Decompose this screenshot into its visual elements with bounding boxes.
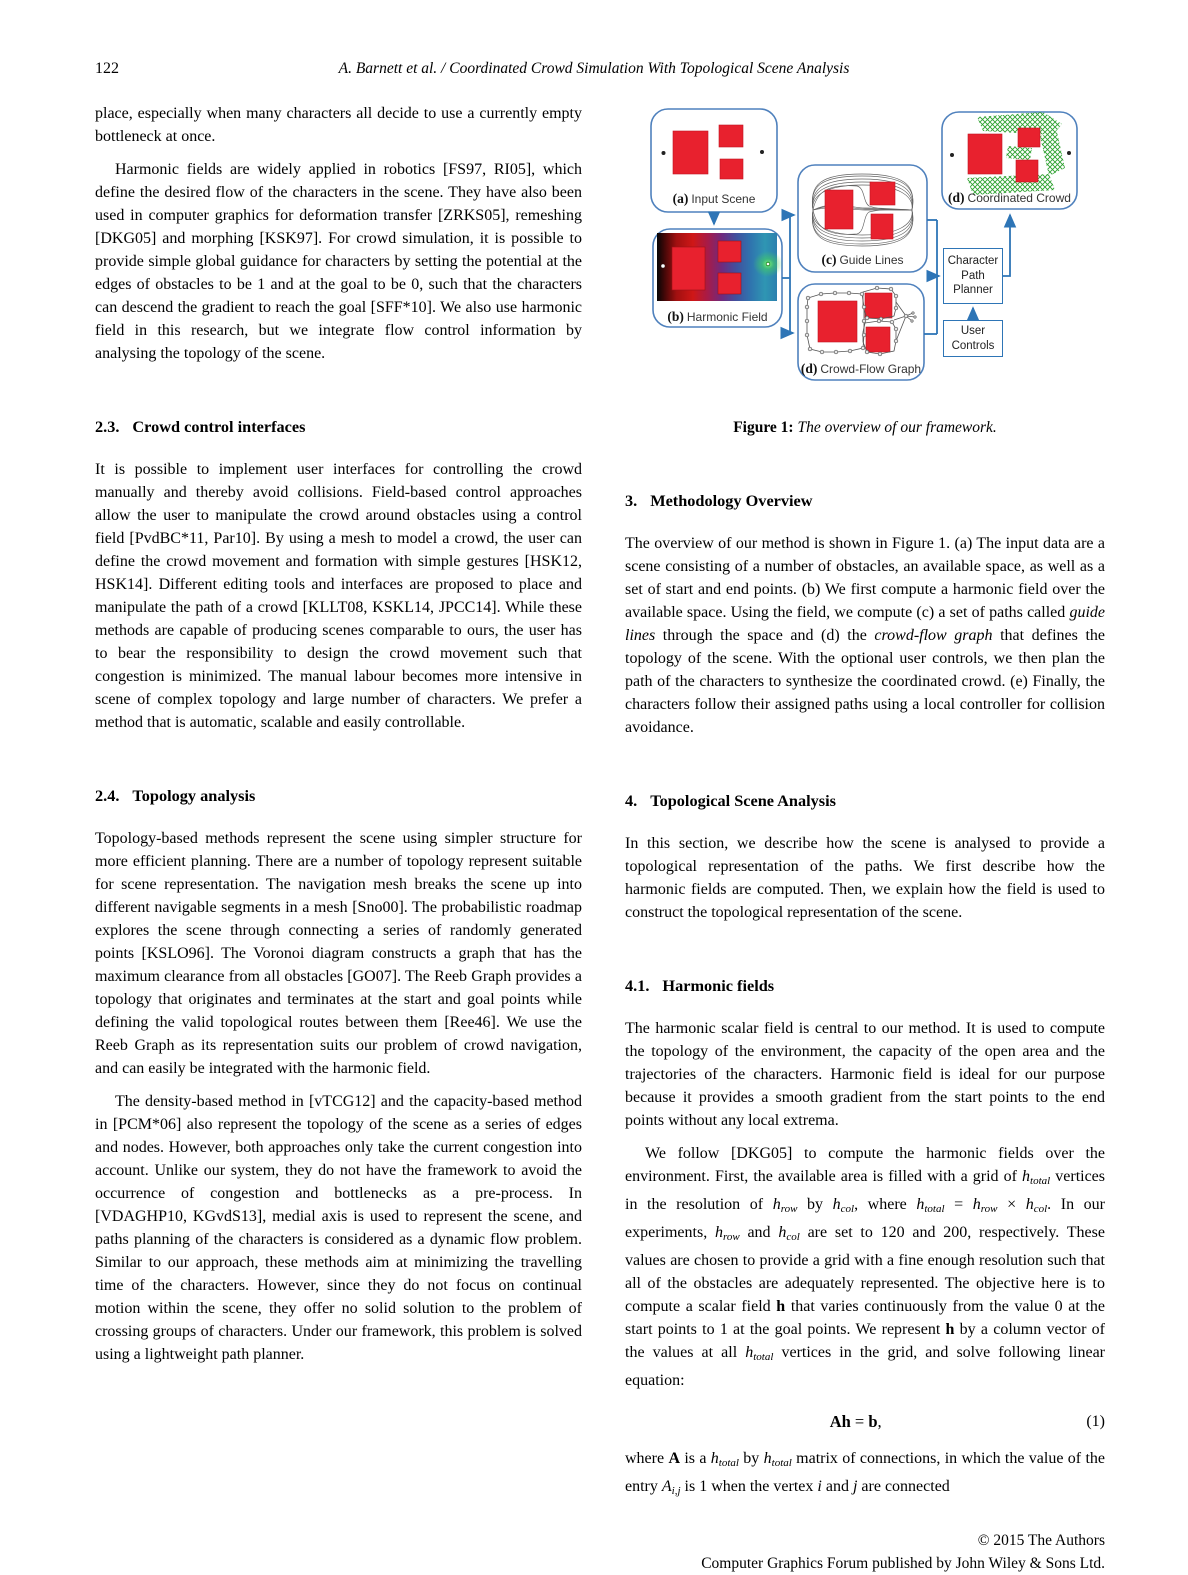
running-title: A. Barnett et al. / Coordinated Crowd Simulation With Topological Scene Analysis bbox=[338, 60, 850, 77]
figure-caption-text: The overview of our framework. bbox=[797, 419, 997, 436]
paragraph: We follow [DKG05] to compute the harmonic fields over the environment. First, the available area is filled with a grid of htotal vertices in the resolution of hrow by hcol, where htotal = hrow × hcol. In our experiments, hrow and hcol are set to 120 and 200, respectively. These values are chosen to provide a grid with a fine enough resolution such that all of the obstacles are adequately represented. The objective here is to compute a scalar field h that varies continuously from the value 0 at the start points to 1 at the goal points. We represent h by a column vector of the values at all htotal vertices in the grid, and solve following linear equation: bbox=[625, 1145, 1106, 1389]
section-number: 4.1. bbox=[625, 976, 650, 995]
section-heading-4 bbox=[625, 789, 1105, 812]
panel-text: Coordinated Crowd bbox=[967, 191, 1071, 205]
section-title: Harmonic fields bbox=[662, 976, 775, 995]
panel-letter: (a) bbox=[672, 191, 689, 206]
page-number: 122 bbox=[95, 60, 119, 77]
running-header bbox=[0, 60, 1188, 82]
panel-text: Input Scene bbox=[691, 192, 756, 206]
section-number: 4. bbox=[625, 791, 638, 810]
equation-1 bbox=[625, 1410, 1105, 1433]
copyright-footer bbox=[625, 1529, 1105, 1575]
paragraph: place, especially when many characters all decide to use a currently empty bottleneck at once. bbox=[95, 105, 582, 145]
left-column bbox=[95, 102, 582, 1366]
character-path-planner-box: Character Path Planner bbox=[943, 248, 1003, 304]
panel-label-guide-lines bbox=[798, 248, 927, 272]
paragraph: Harmonic fields are widely applied in robotics [FS97, RI05], which define the desired flow of the characters in the scene. They have also been used in computer graphics for deformation transfer [ZRKS05], remeshing [DKG05] and morphing [KSK97]. For crowd simulation, it is possible to provide simple global guidance for characters by setting the potential at the edges of obstacles to be 1 and at the goal to be 0, such that the characters can descend the gradient to reach the goal [SFF*10]. We also use harmonic field in this research, but we integrate flow control information by analysing the topology of the scene. bbox=[95, 161, 582, 362]
section-title: Topology analysis bbox=[132, 786, 256, 805]
panel-label-crowd-flow-graph bbox=[798, 357, 924, 381]
equation-number: (1) bbox=[1086, 1413, 1105, 1430]
copyright-line: © 2015 The Authors bbox=[977, 1532, 1105, 1549]
figure-caption-label: Figure 1: bbox=[733, 419, 794, 436]
paragraph: where A is a htotal by htotal matrix of connections, in which the value of the entry Ai,j is 1 when the vertex i and j are connected bbox=[625, 1450, 1106, 1497]
section-number: 3. bbox=[625, 491, 638, 510]
user-controls-box: User Controls bbox=[943, 320, 1003, 357]
panel-text: Crowd-Flow Graph bbox=[820, 362, 922, 376]
panel-text: Guide Lines bbox=[839, 253, 904, 267]
section-title: Topological Scene Analysis bbox=[650, 791, 836, 810]
figure-caption bbox=[625, 416, 1105, 439]
section-heading-4-1 bbox=[625, 974, 1105, 997]
panel-letter: (d) bbox=[948, 190, 965, 205]
section-number: 2.3. bbox=[95, 417, 120, 436]
equation-body: Ah = b, bbox=[829, 1412, 882, 1431]
panel-letter: (c) bbox=[821, 252, 837, 267]
paragraph: Topology-based methods represent the scene using simpler structure for more efficient planning. There are a number of topology represent suitable for scene representation. The navigation mesh breaks the scene up into different navigable segments in a mesh [Sno00]. The probabilistic roadmap explores the scene through connecting a series of randomly generated points [KSLO96]. The Voronoi diagram constructs a graph that has the maximum clearance from all obstacles [GO07]. The Reeb Graph provides a topology that originates and terminates at the start and goal points while defining the valid topological routes between them [Ree46]. We use the Reeb Graph as its representation suits our problem of crowd navigation, and can easily be integrated with the harmonic field. bbox=[95, 830, 582, 1077]
paragraph: In this section, we describe how the scene is analysed to provide a topological representation of the paths. We first describe how the harmonic fields are computed. Then, we explain how the field is used to construct the topological representation of the scene. bbox=[625, 835, 1105, 921]
section-title: Methodology Overview bbox=[650, 491, 813, 510]
section-heading-3 bbox=[625, 489, 1105, 512]
publisher-line: Computer Graphics Forum published by John Wiley & Sons Ltd. bbox=[701, 1555, 1105, 1572]
paragraph: The density-based method in [vTCG12] and the capacity-based method in [PCM*06] also represent the topology of the scene as a series of edges and nodes. However, both approaches only take the current congestion into account. Unlike our system, they do not have the framework to avoid the occurrence of congestion and bottlenecks as a pre-process. In [VDAGHP10, KGvdS13], medial axis is used to represent the scene, and paths planning of the characters is considered as a dynamic flow problem. Similar to our approach, these methods aim at minimizing the travelling time of the characters. However, since they do not focus on continual motion within the scene, they offer no solid solution to the problem of crossing groups of characters. Under our framework, this problem is solved using a lightweight path planner. bbox=[95, 1093, 582, 1363]
section-heading-2-4 bbox=[95, 784, 582, 807]
section-number: 2.4. bbox=[95, 786, 120, 805]
figure-1 bbox=[625, 102, 1105, 400]
paragraph: It is possible to implement user interfaces for controlling the crowd manually and thereby avoid collisions. Field-based control approaches allow the user to manipulate the crowd around obstacles using a control field [PvdBC*11, Par10]. By using a mesh to model a crowd, the user can define the crowd movement and formation with simple gestures [HSK12, HSK14]. Different editing tools and interfaces are proposed to place and manipulate the path of a crowd [KLLT08, KSKL14, JPCC14]. While these methods are capable of producing scenes comparable to ours, the user has to bear the responsibility to design the crowd movement such that congestion is minimized. The manual labour becomes more intensive in scene of complex topology and large number of characters. We prefer a method that is automatic, scalable and easily controllable. bbox=[95, 461, 582, 731]
section-heading-2-3 bbox=[95, 415, 582, 438]
panel-label-input-scene bbox=[651, 187, 777, 211]
panel-letter: (b) bbox=[667, 309, 684, 324]
paragraph: The overview of our method is shown in Figure 1. (a) The input data are a scene consisting of a number of obstacles, an available space, as well as a set of start and end points. (b) We first compute a harmonic field over the available space. Using the field, we compute (c) a set of paths called guide lines through the space and (d) the crowd-flow graph that defines the topology of the scene. With the optional user controls, we then plan the path of the characters to synthesize the coordinated crowd. (e) Finally, the characters follow their assigned paths using a local controller for collision avoidance. bbox=[625, 535, 1106, 736]
panel-label-coordinated-crowd bbox=[942, 186, 1077, 210]
section-title: Crowd control interfaces bbox=[132, 417, 306, 436]
panel-text: Harmonic Field bbox=[686, 310, 768, 324]
panel-label-harmonic-field bbox=[653, 305, 782, 329]
panel-letter: (d) bbox=[800, 361, 818, 376]
paragraph: The harmonic scalar field is central to our method. It is used to compute the topology of the environment, the capacity of the open area and the trajectories of the characters. Harmonic field is ideal for our purpose because it provides a smooth gradient from the start points to the end points without any local extrema. bbox=[625, 1020, 1105, 1129]
right-column bbox=[625, 102, 1105, 1575]
